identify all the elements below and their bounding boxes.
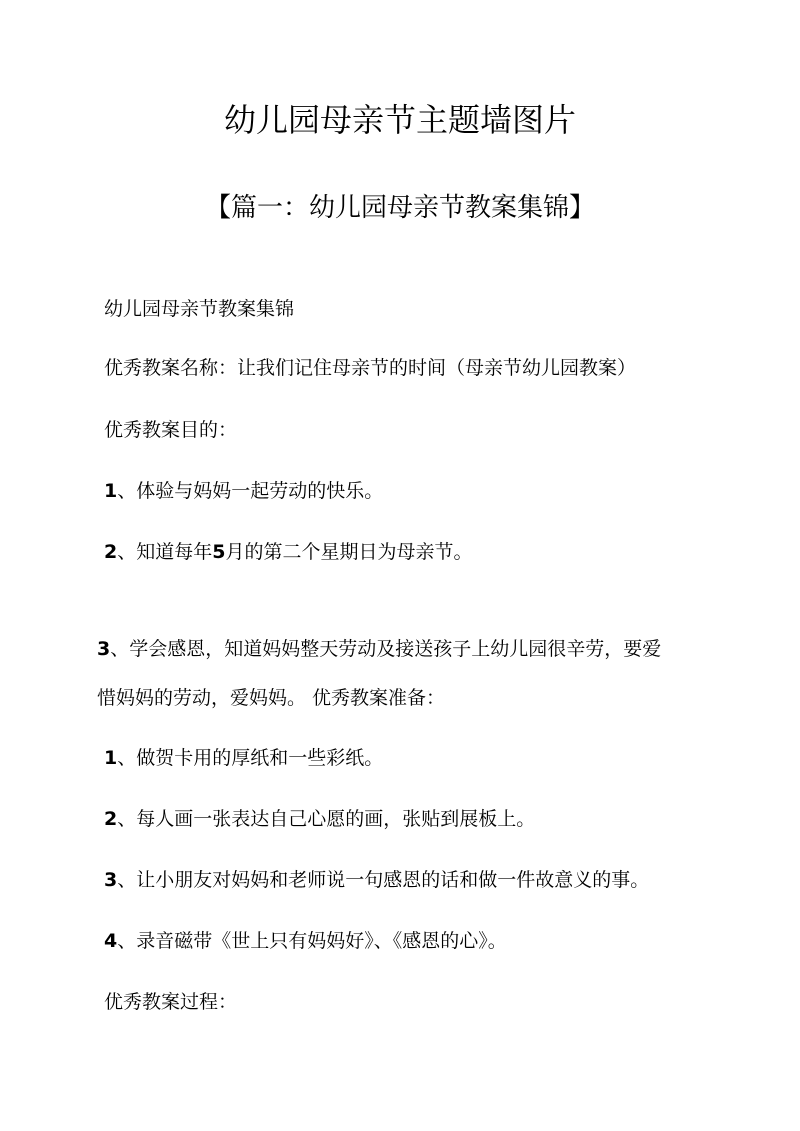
lesson-name-line: 优秀教案名称：让我们记住母亲节的时间（母亲节幼儿园教案）	[104, 357, 637, 379]
prep-item-2	[104, 806, 535, 832]
prep-item-1	[104, 745, 383, 771]
goal-item-1	[104, 478, 383, 504]
document-title: 幼儿园母亲节主题墙图片	[223, 101, 576, 139]
goal-item-2	[104, 539, 473, 565]
goal-item-number: 1	[104, 480, 118, 502]
goal-item-text: 、体验与妈妈一起劳动的快乐。	[117, 480, 384, 502]
goal-heading: 优秀教案目的：	[104, 419, 238, 441]
goal-item-month: 5	[212, 541, 226, 563]
prep-item-number: 2	[104, 808, 118, 830]
goal-item-text: 月的第二个星期日为母亲节。	[225, 541, 473, 563]
goal-item-text: 、知道每年	[117, 541, 213, 563]
prep-item-number: 3	[104, 869, 118, 891]
prep-item-3	[104, 867, 649, 893]
goal-item-text: 、学会感恩，知道妈妈整天劳动及接送孩子上幼儿园很辛劳，要爱	[110, 638, 662, 660]
prep-item-text: 、每人画一张表达自己心愿的画，张贴到展板上。	[117, 808, 536, 830]
prep-item-number: 1	[104, 747, 118, 769]
prep-item-text: 、录音磁带《世上只有妈妈好》、《感恩的心》。	[117, 930, 507, 952]
prep-item-text: 、让小朋友对妈妈和老师说一句感恩的话和做一件故意义的事。	[117, 869, 650, 891]
prep-item-4	[104, 928, 507, 954]
prep-item-text: 、做贺卡用的厚纸和一些彩纸。	[117, 747, 384, 769]
goal-item-number: 3	[97, 638, 111, 660]
section-heading: 幼儿园母亲节教案集锦	[104, 298, 295, 320]
goal-item-3-continuation: 惜妈妈的劳动，爱妈妈。 优秀教案准备：	[97, 687, 446, 709]
goal-item-number: 2	[104, 541, 118, 563]
goal-item-3	[97, 636, 661, 662]
process-heading: 优秀教案过程：	[104, 991, 238, 1013]
prep-item-number: 4	[104, 930, 118, 952]
document-subtitle: 【篇一：幼儿园母亲节教案集锦】	[204, 193, 595, 223]
